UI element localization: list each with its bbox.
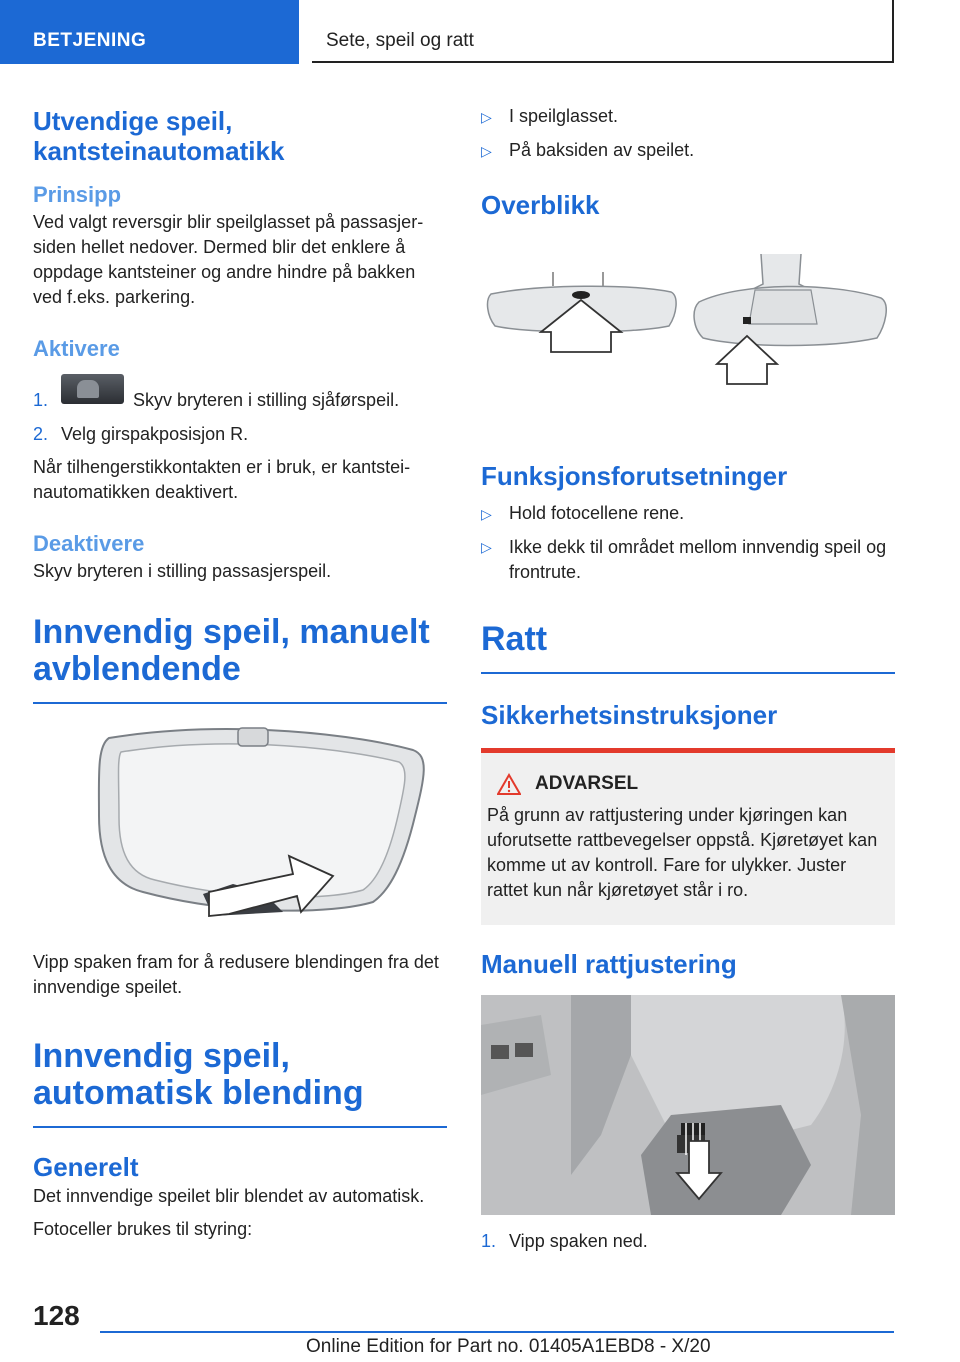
right-column	[481, 104, 895, 1254]
triangle-bullet-icon: ▷	[481, 506, 492, 522]
chapter-label: Sete, speil og ratt	[326, 30, 474, 51]
heading-activate: Aktivere	[33, 336, 120, 361]
step-number: 1.	[481, 1231, 497, 1251]
general-text: Det innvendige speilet blir blendet av automatisk.	[33, 1186, 425, 1206]
list-item	[481, 535, 895, 585]
section-rule	[481, 672, 895, 674]
heading-exterior-mirrors: Utvendige speil, kantsteinautomatikk	[33, 106, 285, 166]
step-number: 1.	[33, 390, 49, 410]
heading-overview: Overblikk	[481, 190, 600, 220]
activate-note: Når tilhengerstikkontakten er i bruk, er kantsteinautomatikken deaktivert.	[33, 457, 411, 502]
list-item	[481, 104, 895, 130]
bullet-text: Ikke dekk til området mellom innvendig speil og frontrute.	[509, 537, 887, 582]
footer-rule	[100, 1331, 894, 1333]
list-item	[481, 501, 895, 527]
list-item	[481, 1229, 895, 1254]
step-text: Vipp spaken ned.	[509, 1231, 648, 1251]
heading-safety: Sikkerhetsinstruksjoner	[481, 700, 778, 730]
photocell-text: Fotoceller brukes til styring:	[33, 1219, 253, 1239]
mirror-text: Vipp spaken fram for å redusere blendingen fra det innvendige speilet.	[33, 952, 439, 997]
triangle-bullet-icon: ▷	[481, 539, 492, 555]
left-column	[33, 106, 447, 1242]
bullet-text: På baksiden av speilet.	[509, 140, 695, 160]
steering-column-photo	[481, 995, 895, 1215]
edition-text: Online Edition for Part no. 01405A1EBD8 - X/20	[306, 1336, 711, 1357]
principle-text: Ved valgt reversgir blir speilglasset på passasjersiden hellet nedover. Dermed blir det enklere å oppdage kantsteiner og andre hindre på bakken ved f.eks. parkering.	[33, 212, 424, 307]
list-item	[33, 422, 447, 447]
heading-function-requirements: Funksjonsforutsetninger	[481, 461, 788, 491]
heading-steering-wheel: Ratt	[481, 620, 548, 658]
warning-title: ADVARSEL	[535, 773, 639, 794]
chapter-tab	[312, 0, 894, 63]
triangle-bullet-icon: ▷	[481, 143, 492, 159]
list-item	[481, 138, 895, 164]
heading-manual-dimming: Innvendig speil, manuelt avblendende	[33, 613, 430, 688]
section-label: BETJENING	[33, 30, 147, 51]
heading-auto-dimming: Innvendig speil, automatisk blending	[33, 1037, 364, 1112]
triangle-bullet-icon: ▷	[481, 109, 492, 125]
section-tab	[0, 0, 299, 64]
page-number: 128	[33, 1300, 80, 1331]
mirror-overview-illustration	[481, 254, 895, 404]
section-rule	[33, 1126, 447, 1128]
warning-triangle-icon	[497, 773, 521, 795]
list-item	[33, 374, 447, 410]
bullet-text: I speilglasset.	[509, 106, 619, 126]
deactivate-text: Skyv bryteren i stilling passasjerspeil.	[33, 561, 332, 581]
switch-icon	[61, 374, 124, 404]
warning-box	[481, 748, 895, 925]
step-text: Velg girspakposisjon R.	[61, 424, 249, 444]
interior-mirror-illustration	[33, 716, 447, 936]
heading-deactivate: Deaktivere	[33, 531, 145, 556]
bullet-text: Hold fotocellene rene.	[509, 503, 685, 523]
step-number: 2.	[33, 424, 49, 444]
step-text: Skyv bryteren i stilling sjåførspeil.	[133, 390, 400, 410]
heading-general: Generelt	[33, 1152, 139, 1182]
warning-text: På grunn av rattjustering under kjøringen kan uforutsette rattbevegelser oppstå. Kjøretøyet kan komme ut av kontroll. Fare for ulykker. Juster rattet kun når kjøretøyet står i ro.	[487, 805, 878, 900]
section-rule	[33, 702, 447, 704]
heading-manual-adjustment: Manuell rattjustering	[481, 949, 737, 979]
heading-principle: Prinsipp	[33, 182, 122, 207]
